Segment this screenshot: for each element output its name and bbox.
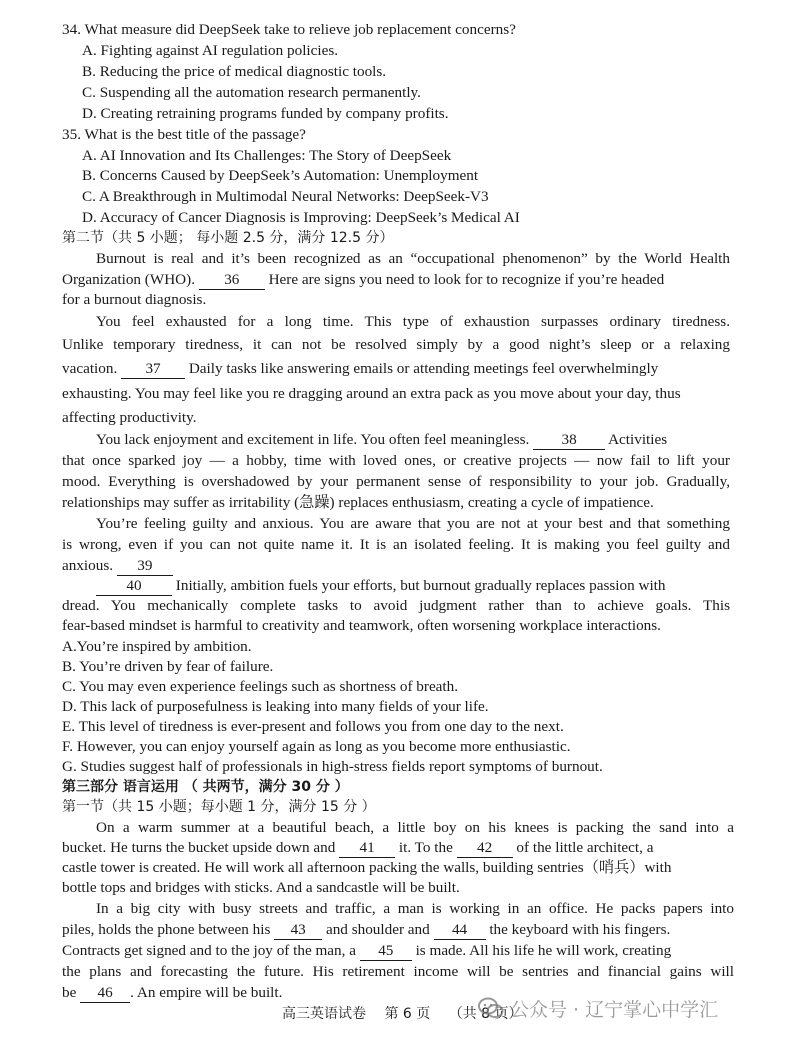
passage2-p5-line1: 40 Initially, ambition fuels your efforts, but burnout gradually replaces passion with: [96, 576, 666, 596]
watermark-text: 公众号 · 辽宁掌心中学汇: [510, 998, 719, 1021]
option-d: D. This lack of purposefulness is leaking into many fields of your life.: [62, 698, 489, 715]
q35-stem: 35. What is the best title of the passage?: [62, 126, 306, 143]
passage2-p2-line1: You feel exhausted for a long time. This type of exhaustion surpasses ordinary tiredness.: [96, 313, 730, 330]
blank-44: 44: [434, 922, 486, 940]
q34-option-d: D. Creating retraining programs funded by company profits.: [82, 105, 449, 122]
blank-42: 42: [457, 840, 513, 858]
footer-total-pages: （共 8 页）: [448, 1006, 523, 1022]
q35-option-a: A. AI Innovation and Its Challenges: The Story of DeepSeek: [82, 147, 452, 164]
passage3-p2-line1: In a big city with busy streets and traffic, a man is working in an office. He packs papers into: [96, 900, 734, 917]
q35-option-c: C. A Breakthrough in Multimodal Neural Networks: DeepSeek-V3: [82, 188, 489, 205]
passage3-p2-line2: piles, holds the phone between his 43 and shoulder and 44 the keyboard with his fingers.: [62, 921, 671, 938]
blank-45: 45: [360, 943, 412, 961]
footer-exam-title: 高三英语试卷: [282, 1006, 366, 1022]
wechat-official-account-icon: [478, 996, 504, 1020]
blank-37: 37: [121, 361, 185, 379]
option-f: F. However, you can enjoy yourself again as long as you become more enthusiastic.: [62, 738, 571, 755]
passage3-p1-line1: On a warm summer at a beautiful beach, a little boy on his knees is packing the sand into a: [96, 819, 734, 836]
q34-stem: 34. What measure did DeepSeek take to relieve job replacement concerns?: [62, 21, 516, 38]
passage2-p2-line2: Unlike temporary tiredness, it can not be resolved simply by a good night’s sleep or a relaxing: [62, 336, 730, 353]
passage2-p3-line3: mood. Everything is overshadowed by your permanent sense of responsibility to your job. Gradually,: [62, 473, 730, 490]
q35-option-d: D. Accuracy of Cancer Diagnosis is Improving: DeepSeek’s Medical AI: [82, 209, 520, 226]
passage3-p1-line4: bottle tops and bridges with sticks. And a sandcastle will be built.: [62, 879, 460, 896]
passage2-p4-line1: You’re feeling guilty and anxious. You are aware that you are not at your best and that something: [96, 515, 730, 532]
passage2-p2-line4: exhausting. You may feel like you re dragging around an extra pack as you move about your day, thus: [62, 385, 681, 402]
passage2-p2-line5: affecting productivity.: [62, 409, 197, 426]
passage2-p3-line1: You lack enjoyment and excitement in life. You often feel meaningless. 38 Activities: [96, 431, 668, 448]
passage3-p2-line3: Contracts get signed and to the joy of the man, a 45 is made. All his life he will work, creating: [62, 942, 672, 959]
passage2-p2-line3: vacation. 37 Daily tasks like answering emails or attending meetings feel overwhelmingly: [62, 360, 659, 377]
passage2-p4-line3: anxious. 39: [62, 556, 173, 576]
passage3-p2-line5: be 46 . An empire will be built.: [62, 984, 283, 1001]
q34-option-b: B. Reducing the price of medical diagnostic tools.: [82, 63, 387, 80]
passage3-p1-line3: castle tower is created. He will work all afternoon packing the walls, building sentries（哨兵）with: [62, 859, 672, 876]
blank-38: 38: [533, 432, 605, 450]
passage2-p3-line4: relationships may suffer as irritability (急躁) replaces enthusiasm, creating a cycle of impatience.: [62, 494, 654, 511]
blank-39: 39: [117, 558, 173, 576]
q34-option-c: C. Suspending all the automation research permanently.: [82, 84, 421, 101]
option-g: G. Studies suggest half of professionals in high-stress fields report symptoms of burnout.: [62, 758, 603, 775]
blank-41: 41: [339, 840, 395, 858]
option-e: E. This level of tiredness is ever-present and follows you from one day to the next.: [62, 718, 564, 735]
passage2-p3-line2: that once sparked joy — a hobby, time with loved ones, or creative projects — now fail to lift your: [62, 452, 730, 469]
passage3-p1-line2: bucket. He turns the bucket upside down and 41 it. To the 42 of the little architect, a: [62, 839, 654, 856]
section1-header: 第一节（共 15 小题；每小题 1 分，满分 15 分 ）: [62, 799, 376, 815]
passage2-p1-line2: Organization (WHO). 36 Here are signs you need to look for to recognize if you’re headed: [62, 271, 665, 288]
option-c: C. You may even experience feelings such as shortness of breath.: [62, 678, 459, 695]
passage2-p4-line2: is wrong, even if you can not quite name it. It is an isolated feeling. It is making you feel guilty and: [62, 536, 730, 553]
option-a: A.You’re inspired by ambition.: [62, 638, 252, 655]
passage3-p2-line4: the plans and forecasting the future. His retirement income will be sentries and financial gains will: [62, 963, 734, 980]
passage2-p5-line3: fear-based mindset is harmful to creativity and teamwork, often worsening workplace interactions.: [62, 617, 661, 634]
footer-page-number: 第 6 页: [384, 1006, 431, 1022]
q34-option-a: A. Fighting against AI regulation policies.: [82, 42, 339, 59]
q35-option-b: B. Concerns Caused by DeepSeek’s Automation: Unemployment: [82, 167, 479, 184]
passage2-p1-line3: for a burnout diagnosis.: [62, 291, 207, 308]
blank-43: 43: [274, 922, 322, 940]
passage2-p1-line1: Burnout is real and it’s been recognized as an “occupational phenomenon” by the World Health: [96, 250, 730, 267]
blank-36: 36: [199, 272, 265, 290]
watermark: [478, 993, 718, 1023]
passage2-p5-line2: dread. You mechanically complete tasks to avoid judgment rather than to achieve goals. This: [62, 597, 730, 614]
option-b: B. You’re driven by fear of failure.: [62, 658, 274, 675]
section2-header: 第二节（共 5 小题； 每小题 2.5 分，满分 12.5 分）: [62, 230, 394, 246]
blank-40: 40: [96, 578, 172, 596]
part3-header: 第三部分 语言运用 （ 共两节，满分 30 分 ）: [62, 779, 349, 795]
blank-46: 46: [80, 985, 130, 1003]
